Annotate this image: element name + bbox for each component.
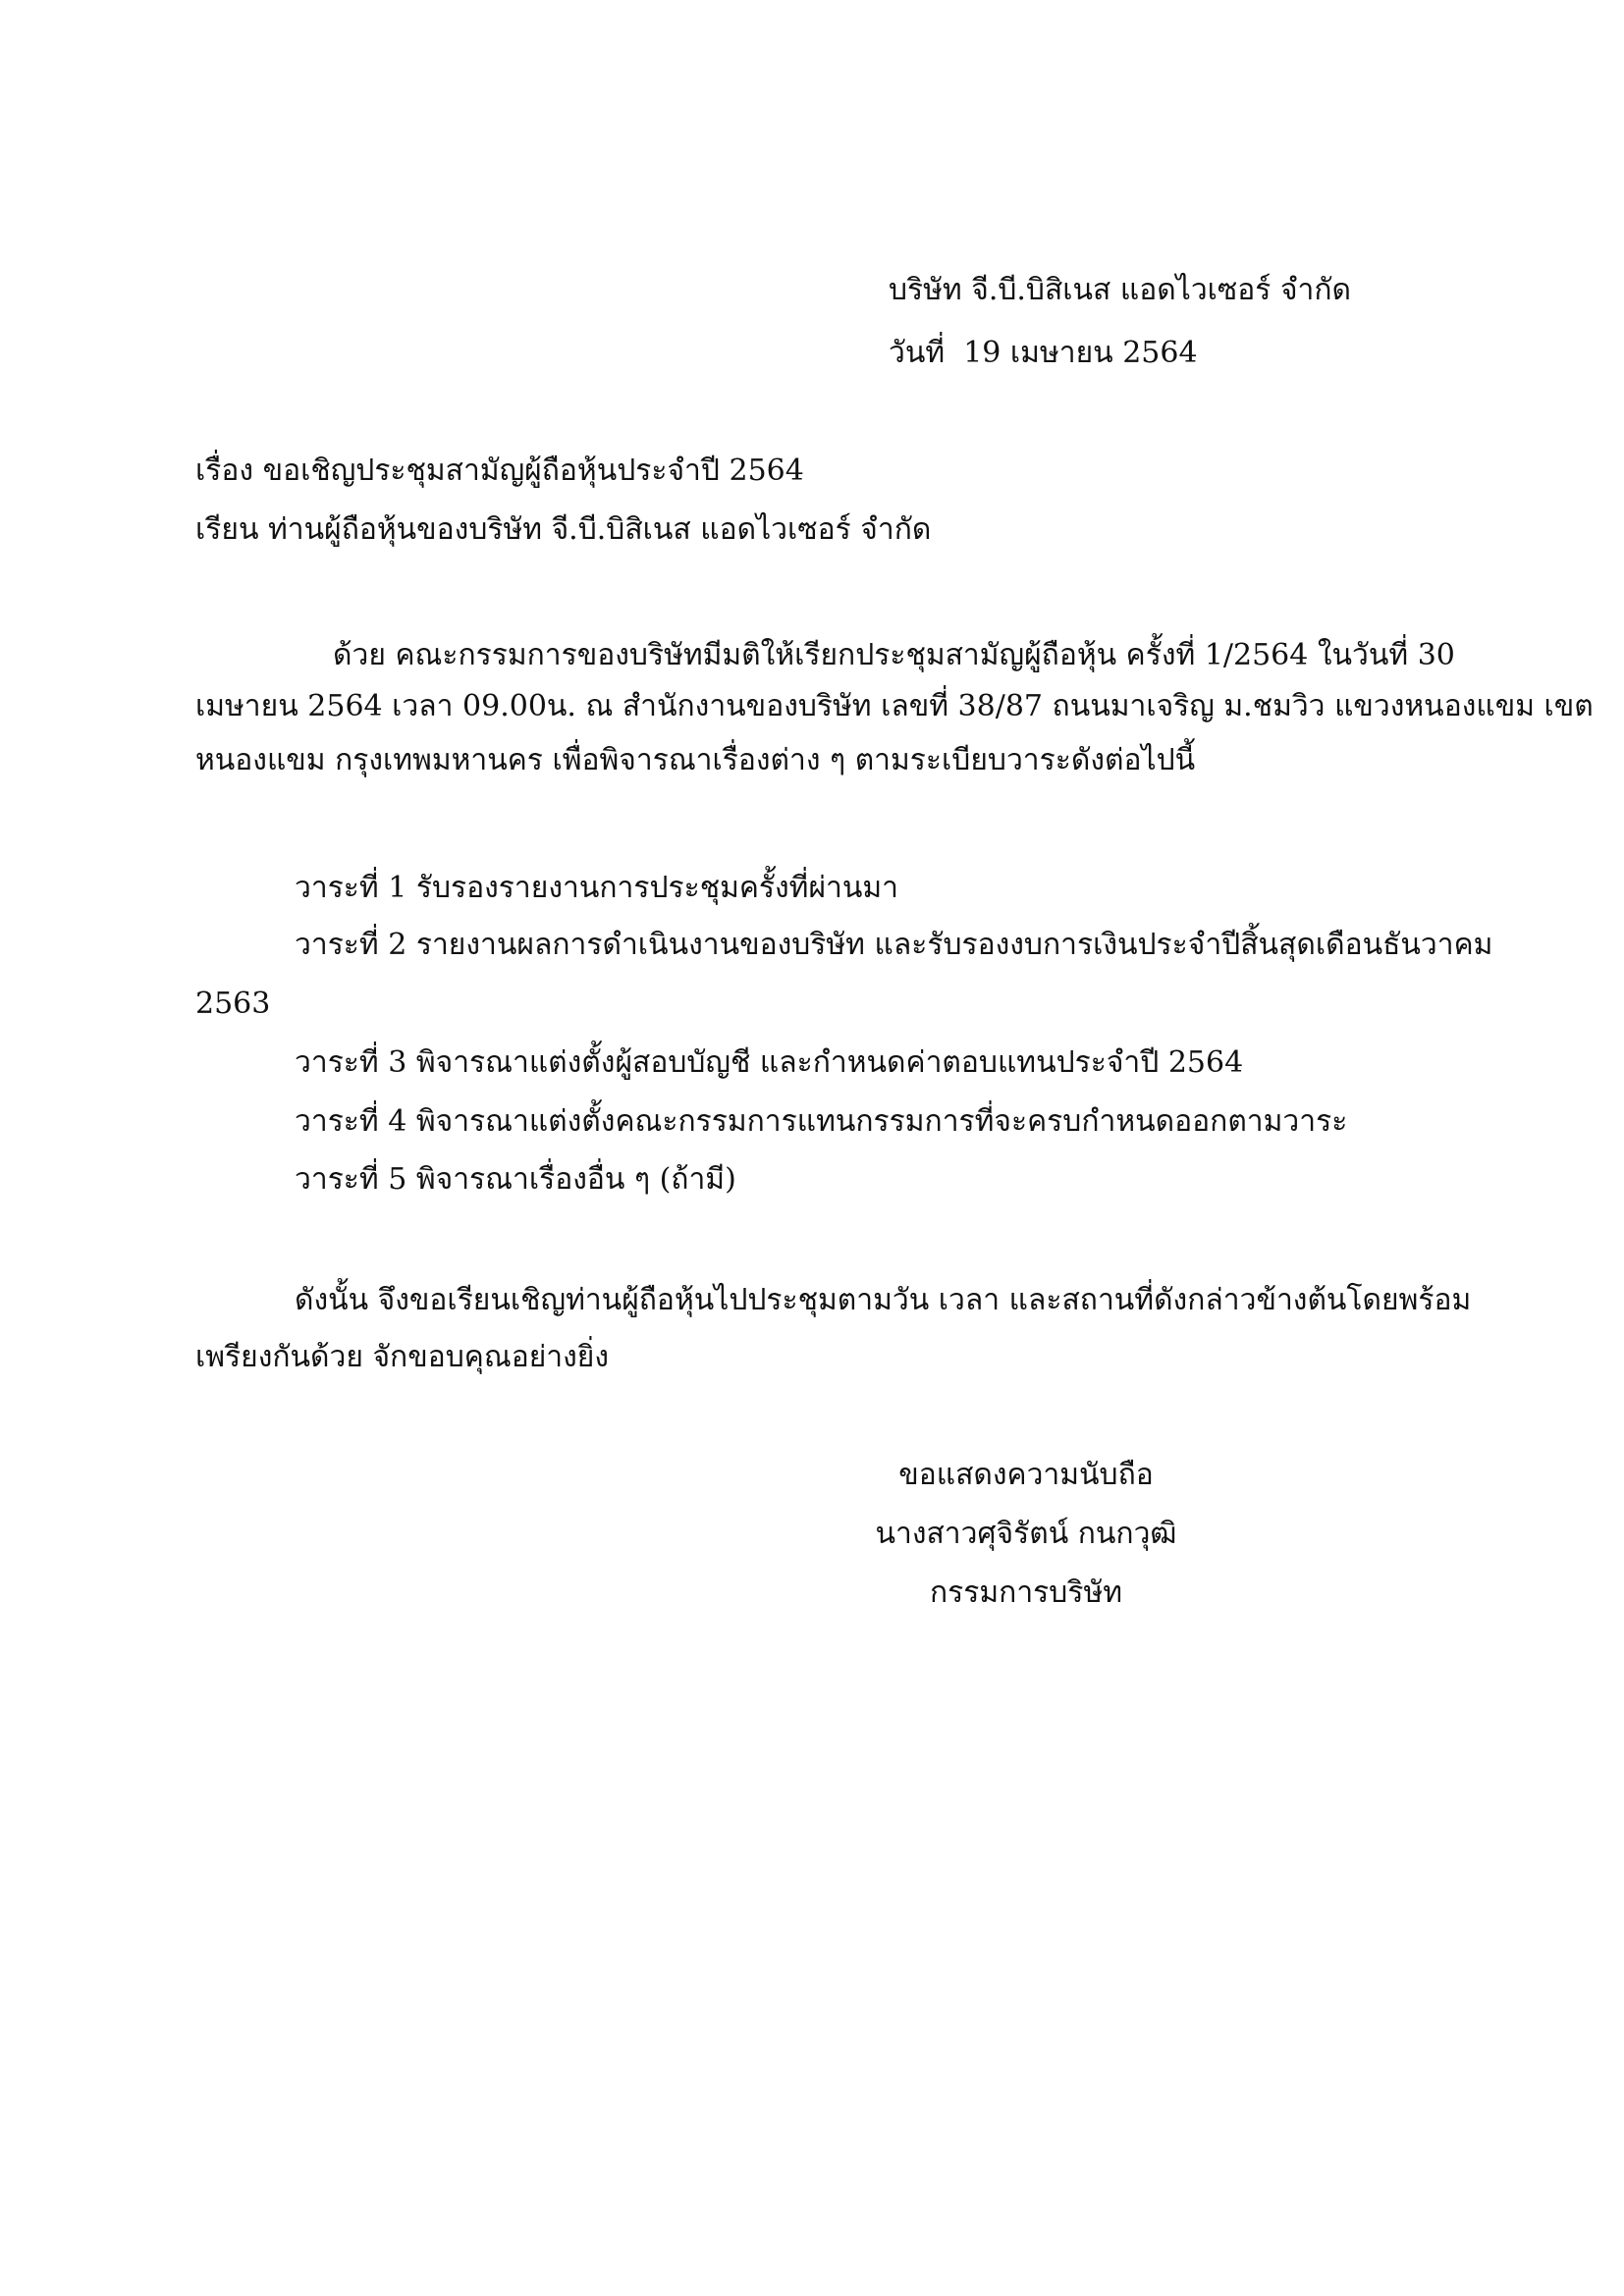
agenda-item-4: วาระที่ 4 พิจารณาแต่งตั้งคณะกรรมการแทนกรรมการที่จะครบกำหนดออกตามวาระ bbox=[295, 1104, 1348, 1139]
recipient-line: เรียน ท่านผู้ถือหุ้นของบริษัท จี.บี.บิสิเนส แอดไวเซอร์ จำกัด bbox=[195, 512, 932, 547]
date-value: 19 เมษายน 2564 bbox=[963, 336, 1198, 370]
signatory-name: นางสาวศุจิรัตน์ กนกวุฒิ bbox=[875, 1517, 1177, 1551]
agenda-item-5: วาระที่ 5 พิจารณาเรื่องอื่น ๆ (ถ้ามี) bbox=[295, 1162, 736, 1197]
agenda-item-3: วาระที่ 3 พิจารณาแต่งตั้งผู้สอบบัญชี และกำหนดค่าตอบแทนประจำปี 2564 bbox=[295, 1045, 1244, 1080]
company-name: บริษัท จี.บี.บิสิเนส แอดไวเซอร์ จำกัด bbox=[889, 273, 1352, 307]
agenda-item-2-continued: 2563 bbox=[195, 987, 271, 1021]
intro-line-3: หนองแขม กรุงเทพมหานคร เพื่อพิจารณาเรื่องต่าง ๆ ตามระเบียบวาระดังต่อไปนี้ bbox=[195, 743, 1196, 777]
date-label: วันที่ bbox=[889, 336, 946, 370]
closing-line-1: ดังนั้น จึงขอเรียนเชิญท่านผู้ถือหุ้นไปประชุมตามวัน เวลา และสถานที่ดังกล่าวข้างต้นโดยพร้อม bbox=[295, 1283, 1472, 1317]
subject-line: เรื่อง ขอเชิญประชุมสามัญผู้ถือหุ้นประจำปี 2564 bbox=[195, 454, 804, 488]
agenda-item-2: วาระที่ 2 รายงานผลการดำเนินงานของบริษัท และรับรองงบการเงินประจำปีสิ้นสุดเดือนธันวาคม bbox=[295, 928, 1493, 962]
intro-line-2: เมษายน 2564 เวลา 09.00น. ณ สำนักงานของบริษัท เลขที่ 38/87 ถนนมาเจริญ ม.ชมวิว แขวงหนองแขม เขต bbox=[195, 689, 1594, 723]
closing-line-2: เพรียงกันด้วย จักขอบคุณอย่างยิ่ง bbox=[195, 1340, 610, 1374]
complimentary-close: ขอแสดงความนับถือ bbox=[898, 1458, 1154, 1492]
letter-date bbox=[889, 334, 1198, 373]
intro-line-1: ด้วย คณะกรรมการของบริษัทมีมติให้เรียกประชุมสามัญผู้ถือหุ้น ครั้งที่ 1/2564 ในวันที่ 30 bbox=[333, 638, 1455, 672]
signatory-title: กรรมการบริษัท bbox=[930, 1575, 1122, 1610]
agenda-item-1: วาระที่ 1 รับรองรายงานการประชุมครั้งที่ผ่านมา bbox=[295, 871, 899, 905]
